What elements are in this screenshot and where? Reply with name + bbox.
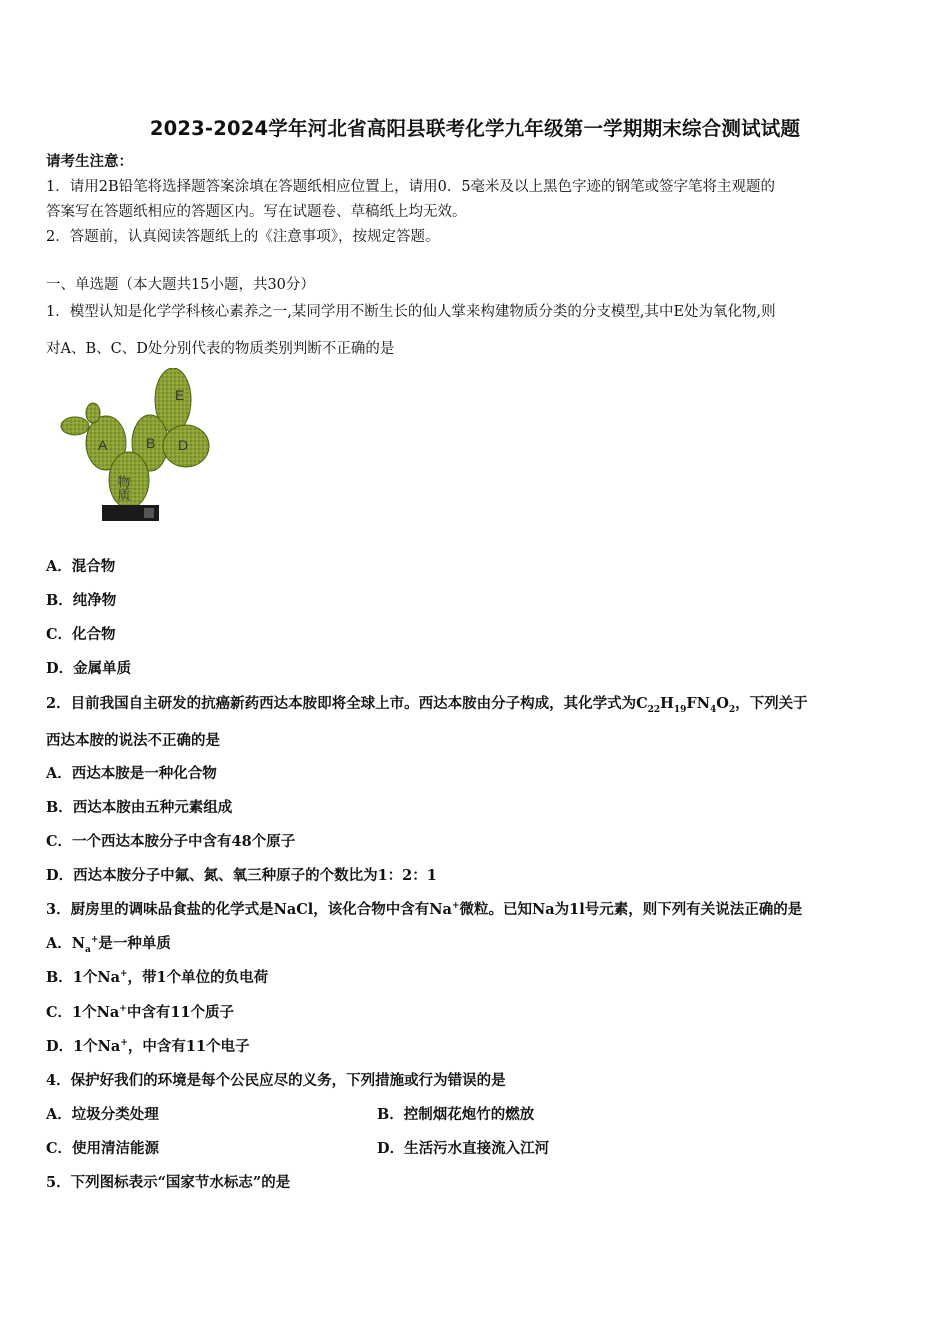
notice-line-1a: 1．请用2B铅笔将选择题答案涂填在答题纸相应位置上，请用0．5毫米及以上黑色字迹的钢笔或签字笔将主观题的	[46, 179, 776, 195]
cactus-classification-figure	[58, 368, 218, 528]
q1-option-c: C．化合物	[46, 626, 116, 643]
q1-stem-line-2: 对A、B、C、D处分别代表的物质类别判断不正确的是	[46, 341, 395, 357]
q2-option-c: C．一个西达本胺分子中含有48个原子	[46, 833, 296, 850]
page-title: 2023-2024学年河北省高阳县联考化学九年级第一学期期末综合测试试题	[149, 117, 801, 140]
cactus-label-e: E	[175, 387, 185, 403]
q1-stem-line-1: 1．模型认知是化学学科核心素养之一,某同学用不断生长的仙人掌来构建物质分类的分支模型,其中E处为氧化物,则	[46, 304, 776, 320]
q3-option-c: C．1个Na+中含有11个质子	[46, 1004, 235, 1021]
q2-stem-line-1	[46, 695, 808, 713]
q2-stem-line-2: 西达本胺的说法不正确的是	[46, 732, 220, 749]
q2-stem-pre: 2．目前我国自主研发的抗癌新药西达本胺即将全球上市。西达本胺由分子构成，其化学式为	[46, 695, 637, 712]
q3-option-d: D．1个Na+，中含有11个电子	[46, 1038, 250, 1055]
q2-option-a: A．西达本胺是一种化合物	[46, 765, 217, 782]
q5-stem: 5．下列图标表示“国家节水标志”的是	[46, 1174, 291, 1191]
q2-option-d: D．西达本胺分子中氟、氮、氧三种原子的个数比为1：2：1	[46, 867, 437, 884]
cactus-label-a: A	[98, 437, 108, 453]
q3-stem: 3．厨房里的调味品食盐的化学式是NaCl，该化合物中含有Na+微粒。已知Na为1l号元素，则下列有关说法正确的是	[46, 901, 803, 918]
notice-heading: 请考生注意：	[46, 153, 133, 170]
cactus-base-text: 物质	[114, 475, 130, 501]
cactus-label-b: B	[146, 435, 156, 451]
q1-option-d: D．金属单质	[46, 660, 132, 677]
q4-option-b: B．控制烟花炮竹的燃放	[377, 1106, 535, 1123]
q1-option-b: B．纯净物	[46, 592, 117, 609]
section-heading: 一、单选题（本大题共15小题，共30分）	[46, 277, 315, 293]
q4-option-d: D．生活污水直接流入江河	[377, 1140, 550, 1157]
notice-line-1b: 答案写在答题纸相应的答题区内。写在试题卷、草稿纸上均无效。	[46, 204, 467, 220]
q3-option-a: A．$N_a^+$是一种单质	[46, 935, 171, 955]
q4-option-c: C．使用清洁能源	[46, 1140, 160, 1157]
q4-stem: 4．保护好我们的环境是每个公民应尽的义务，下列措施或行为错误的是	[46, 1072, 506, 1089]
q4-option-a: A．垃圾分类处理	[46, 1106, 159, 1123]
q1-option-a: A．混合物	[46, 558, 116, 575]
q3-option-b: B．1个Na+，带1个单位的负电荷	[46, 969, 269, 986]
q2-formula: $C_{22}H_{19}FN_4O_2$	[636, 695, 736, 715]
q2-stem-post: ，下列关于	[735, 695, 808, 712]
q2-option-b: B．西达本胺由五种元素组成	[46, 799, 233, 816]
notice-line-2: 2．答题前，认真阅读答题纸上的《注意事项》，按规定答题。	[46, 229, 440, 245]
cactus-label-d: D	[178, 437, 189, 453]
